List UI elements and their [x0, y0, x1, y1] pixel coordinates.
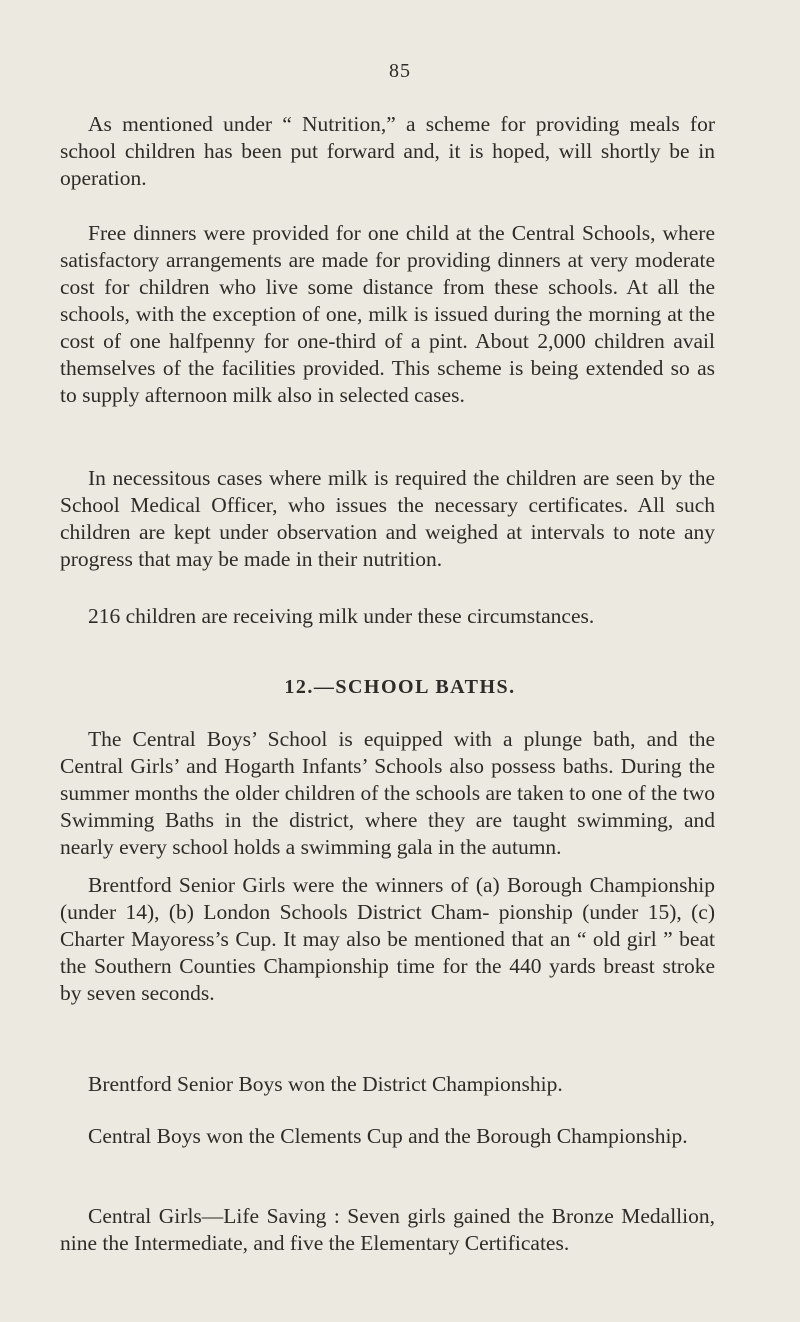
- paragraph-necessitous-cases: In necessitous cases where milk is required the children are seen by the School Medical Officer, who issues the necessary certificates. All such children are kept under observation and weighed at intervals to note any progress that may be made in their nutrition.: [60, 466, 715, 571]
- paragraph-nutrition-scheme: As mentioned under “ Nutrition,” a scheme for providing meals for school children has been put forward and, it is hoped, will shortly be in operation.: [60, 112, 715, 190]
- page-number: 85: [389, 60, 411, 82]
- paragraph-senior-boys: Brentford Senior Boys won the District Championship.: [88, 1072, 563, 1096]
- paragraph-milk-count: 216 children are receiving milk under these circumstances.: [88, 604, 595, 628]
- paragraph-senior-girls: Brentford Senior Girls were the winners of (a) Borough Championship (under 14), (b) London Schools District Cham- pionship (under 15), (c) Charter Mayoress’s Cup. It may also be mentioned that an “ old girl ” beat the Southern Counties Championship time for the 440 yards breast stroke by seven seconds.: [60, 873, 715, 1005]
- section-heading: 12.—SCHOOL BATHS.: [284, 676, 516, 698]
- paragraph-central-boys: Central Boys won the Clements Cup and the Borough Championship.: [88, 1124, 688, 1148]
- paragraph-school-baths: The Central Boys’ School is equipped with a plunge bath, and the Central Girls’ and Hogarth Infants’ Schools also possess baths. During the summer months the older children of the schools are taken to one of the two Swimming Baths in the district, where they are taught swimming, and nearly every school holds a swimming gala in the autumn.: [60, 727, 715, 859]
- paragraph-free-dinners: Free dinners were provided for one child at the Central Schools, where satisfactory arrangements are made for providing dinners at very moderate cost for children who live some distance from these schools. At all the schools, with the exception of one, milk is issued during the morning at the cost of one halfpenny for one-third of a pint. About 2,000 children avail themselves of the facilities provided. This scheme is being extended so as to supply afternoon milk also in selected cases.: [60, 221, 715, 407]
- paragraph-central-girls: Central Girls—Life Saving : Seven girls gained the Bronze Medallion, nine the Intermediate, and five the Elementary Certificates.: [60, 1204, 715, 1255]
